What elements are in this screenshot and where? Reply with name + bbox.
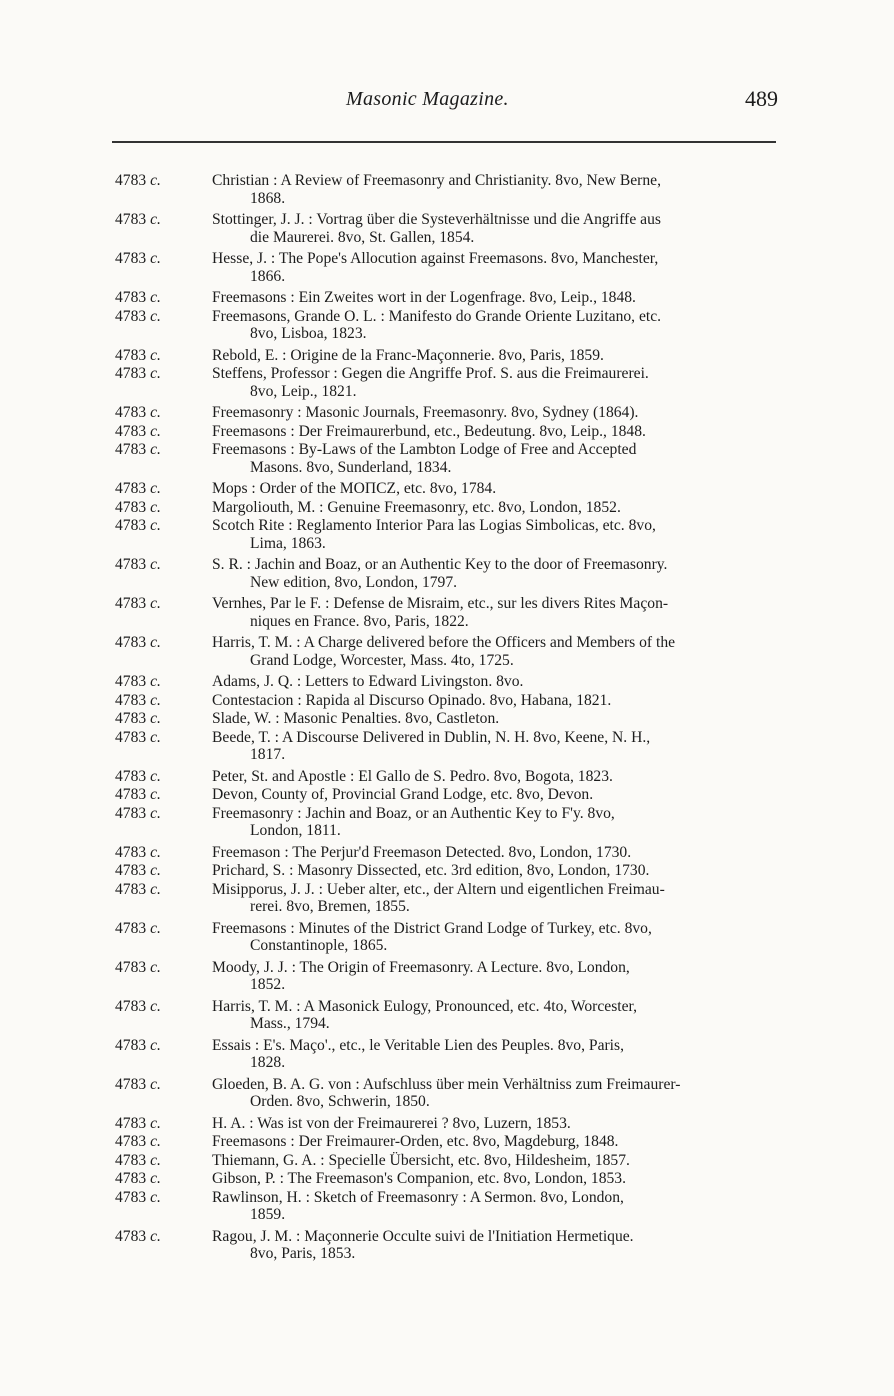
entry-number-value: 4783 <box>115 404 147 421</box>
entry-number-suffix: c. <box>150 346 161 364</box>
entry-number <box>115 1152 161 1170</box>
header-rule <box>112 141 776 143</box>
entry-number <box>115 1170 161 1188</box>
entry-line-1: Freemasons : Der Freimaurerbund, etc., Bedeutung. 8vo, Leip., 1848. <box>212 422 646 440</box>
entry-line-1: Harris, T. M. : A Masonick Eulogy, Pronounced, etc. 4to, Worcester, <box>212 997 637 1015</box>
entry-line-2: Masons. 8vo, Sunderland, 1834. <box>250 458 452 476</box>
entry-number <box>115 786 161 804</box>
entry-number-value: 4783 <box>115 172 147 189</box>
entry-line-2: 8vo, Leip., 1821. <box>250 382 357 400</box>
entry-text <box>212 862 778 880</box>
entry-number-suffix: c. <box>150 595 161 612</box>
list-item <box>0 959 894 994</box>
list-item <box>0 844 894 862</box>
list-item <box>0 211 894 246</box>
entry-text <box>212 673 778 691</box>
entry-text <box>212 517 778 552</box>
entry-number-suffix: c. <box>150 211 161 228</box>
entry-number-suffix: c. <box>150 172 161 189</box>
entry-number-value: 4783 <box>115 1036 147 1054</box>
entry-number-suffix: c. <box>150 843 161 861</box>
entry-line-1: Slade, W. : Masonic Penalties. 8vo, Castleton. <box>212 710 500 727</box>
entry-number-value: 4783 <box>115 595 147 612</box>
entry-number <box>115 805 161 823</box>
entry-number <box>115 308 161 326</box>
entry-number <box>115 172 161 190</box>
entry-number <box>115 1228 161 1246</box>
entry-line-1: Essais : E's. Maço'., etc., le Veritable Lien des Peuples. 8vo, Paris, <box>212 1036 624 1054</box>
entry-text <box>212 404 778 422</box>
entry-line-2: Orden. 8vo, Schwerin, 1850. <box>250 1093 430 1110</box>
list-item <box>0 729 894 764</box>
entry-text <box>212 289 778 307</box>
entry-line-2: niques en France. 8vo, Paris, 1822. <box>250 612 469 630</box>
entry-line-1: Steffens, Professor : Gegen die Angriffe Prof. S. aus die Freimaurerei. <box>212 365 649 382</box>
list-item <box>0 805 894 840</box>
list-item <box>0 881 894 916</box>
entry-line-1: Rawlinson, H. : Sketch of Freemasonry : A Sermon. 8vo, London, <box>212 1188 624 1206</box>
entry-number-value: 4783 <box>115 880 147 898</box>
entry-number-value: 4783 <box>115 1170 147 1187</box>
entry-line-1: Gibson, P. : The Freemason's Companion, etc. 8vo, London, 1853. <box>212 1170 626 1187</box>
entry-number-suffix: c. <box>150 404 161 421</box>
entry-line-1: Scotch Rite : Reglamento Interior Para las Logias Simbolicas, etc. 8vo, <box>212 517 656 534</box>
entry-text <box>212 480 778 498</box>
entry-number-value: 4783 <box>115 691 147 709</box>
list-item <box>0 710 894 728</box>
entry-number <box>115 404 161 422</box>
entry-number <box>115 844 161 862</box>
entry-line-1: Peter, St. and Apostle : El Gallo de S. Pedro. 8vo, Bogota, 1823. <box>212 767 613 785</box>
entry-text <box>212 729 778 764</box>
entry-number-value: 4783 <box>115 997 147 1015</box>
entry-number <box>115 211 161 229</box>
entry-line-2: 1859. <box>250 1206 286 1223</box>
entry-text <box>212 998 778 1033</box>
entry-text <box>212 211 778 246</box>
entry-number-suffix: c. <box>150 673 161 690</box>
entry-number-value: 4783 <box>115 786 147 803</box>
entry-line-2: 1852. <box>250 976 286 993</box>
entry-number-value: 4783 <box>115 1114 147 1132</box>
entry-line-1: Freemasons : Ein Zweites wort in der Logenfrage. 8vo, Leip., 1848. <box>212 289 636 306</box>
list-item <box>0 404 894 422</box>
entry-number-suffix: c. <box>150 1151 161 1169</box>
entry-line-2: London, 1811. <box>250 822 341 839</box>
entry-number <box>115 423 161 441</box>
entry-number-suffix: c. <box>150 1075 161 1093</box>
entry-text <box>212 959 778 994</box>
entry-number-value: 4783 <box>115 1227 147 1245</box>
entry-number <box>115 517 161 535</box>
list-item <box>0 1189 894 1224</box>
entry-line-1: Moody, J. J. : The Origin of Freemasonry. A Lecture. 8vo, London, <box>212 958 630 976</box>
list-item <box>0 347 894 365</box>
entry-number <box>115 729 161 747</box>
list-item <box>0 1076 894 1111</box>
entry-number-value: 4783 <box>115 250 147 267</box>
entry-number-suffix: c. <box>150 441 161 458</box>
list-item <box>0 1133 894 1151</box>
entry-number-value: 4783 <box>115 289 147 306</box>
entry-number <box>115 1115 161 1133</box>
entry-number-value: 4783 <box>115 710 147 727</box>
entry-line-1: Vernhes, Par le F. : Defense de Misraim, etc., sur les divers Rites Maçon- <box>212 595 669 612</box>
list-item <box>0 308 894 343</box>
entry-number <box>115 1189 161 1207</box>
entry-line-1: Rebold, E. : Origine de la Franc-Maçonnerie. 8vo, Paris, 1859. <box>212 346 604 364</box>
entry-number <box>115 673 161 691</box>
entry-number <box>115 499 161 517</box>
entry-number <box>115 710 161 728</box>
entry-number-suffix: c. <box>150 422 161 440</box>
entry-number-suffix: c. <box>150 1114 161 1132</box>
entry-number <box>115 959 161 977</box>
entry-line-2: 1817. <box>250 746 286 763</box>
entry-text <box>212 1115 778 1133</box>
list-item <box>0 517 894 552</box>
entry-text <box>212 1076 778 1111</box>
entry-text <box>212 595 778 630</box>
entry-line-2: Grand Lodge, Worcester, Mass. 4to, 1725. <box>250 651 514 669</box>
entry-line-1: Freemasons : By-Laws of the Lambton Lodge of Free and Accepted <box>212 441 637 458</box>
list-item <box>0 250 894 285</box>
entry-line-1: Mops : Order of the ΜΟΠCZ, etc. 8vo, 1784. <box>212 480 497 497</box>
entry-line-1: Prichard, S. : Masonry Dissected, etc. 3rd edition, 8vo, London, 1730. <box>212 862 650 879</box>
entry-text <box>212 881 778 916</box>
entry-number-suffix: c. <box>150 880 161 898</box>
entry-line-1: Stottinger, J. J. : Vortrag über die Systeverhältnisse und die Angriffe aus <box>212 211 661 228</box>
entry-number-value: 4783 <box>115 958 147 976</box>
list-item <box>0 634 894 669</box>
entry-number-suffix: c. <box>150 1170 161 1187</box>
entry-text <box>212 692 778 710</box>
entry-number-value: 4783 <box>115 365 147 382</box>
entry-line-2: 1828. <box>250 1054 286 1071</box>
entry-line-2: 1868. <box>250 189 286 207</box>
entry-number-value: 4783 <box>115 767 147 785</box>
catalogue-entries <box>0 172 894 1267</box>
entry-number-value: 4783 <box>115 480 147 497</box>
entry-text <box>212 250 778 285</box>
entry-number-value: 4783 <box>115 1188 147 1206</box>
entry-line-1: Beede, T. : A Discourse Delivered in Dublin, N. H. 8vo, Keene, N. H., <box>212 728 651 746</box>
entry-text <box>212 1228 778 1263</box>
entry-number-suffix: c. <box>150 556 161 573</box>
entry-number-value: 4783 <box>115 1075 147 1093</box>
entry-line-1: Gloeden, B. A. G. von : Aufschluss über mein Verhältniss zum Freimaurer- <box>212 1075 681 1093</box>
list-item <box>0 423 894 441</box>
entry-number-value: 4783 <box>115 1151 147 1169</box>
entry-number-value: 4783 <box>115 441 147 458</box>
entry-number <box>115 250 161 268</box>
entry-number-value: 4783 <box>115 346 147 364</box>
entry-line-2: 8vo, Paris, 1853. <box>250 1245 356 1262</box>
entry-number-suffix: c. <box>150 710 161 727</box>
entry-number <box>115 881 161 899</box>
entry-text <box>212 1170 778 1188</box>
list-item <box>0 1228 894 1263</box>
entry-number <box>115 289 161 307</box>
entry-number <box>115 1076 161 1094</box>
entry-number <box>115 347 161 365</box>
entry-line-1: Margoliouth, M. : Genuine Freemasonry, etc. 8vo, London, 1852. <box>212 498 621 516</box>
entry-number-suffix: c. <box>150 1227 161 1245</box>
entry-number <box>115 1133 161 1151</box>
entry-line-2: Mass., 1794. <box>250 1015 330 1032</box>
entry-line-1: Freemasons : Der Freimaurer-Orden, etc. 8vo, Magdeburg, 1848. <box>212 1133 619 1150</box>
entry-text <box>212 634 778 669</box>
entry-number-suffix: c. <box>150 997 161 1015</box>
entry-number-value: 4783 <box>115 211 147 228</box>
entry-number-value: 4783 <box>115 556 147 573</box>
entry-line-2: Constantinople, 1865. <box>250 937 388 954</box>
entry-line-1: Harris, T. M. : A Charge delivered before the Officers and Members of the <box>212 634 676 651</box>
entry-line-2: New edition, 8vo, London, 1797. <box>250 573 458 591</box>
entry-number <box>115 480 161 498</box>
entry-number <box>115 998 161 1016</box>
list-item <box>0 1152 894 1170</box>
entry-line-1: Misipporus, J. J. : Ueber alter, etc., der Altern und eigentlichen Freimau- <box>212 880 665 898</box>
entry-text <box>212 1152 778 1170</box>
entry-line-2: die Maurerei. 8vo, St. Gallen, 1854. <box>250 228 475 246</box>
list-item <box>0 768 894 786</box>
entry-text <box>212 441 778 476</box>
entry-text <box>212 768 778 786</box>
page-number: 489 <box>745 86 778 111</box>
entry-text <box>212 920 778 955</box>
entry-number-value: 4783 <box>115 728 147 746</box>
entry-number <box>115 595 161 613</box>
entry-number-value: 4783 <box>115 673 147 690</box>
entry-text <box>212 365 778 400</box>
entry-number-suffix: c. <box>150 919 161 937</box>
entry-line-2: 8vo, Lisboa, 1823. <box>250 325 367 342</box>
running-title: Masonic Magazine. <box>346 88 509 110</box>
entry-number-suffix: c. <box>150 804 161 822</box>
entry-number-suffix: c. <box>150 480 161 497</box>
list-item <box>0 998 894 1033</box>
entry-number-suffix: c. <box>150 958 161 976</box>
entry-line-1: Christian : A Review of Freemasonry and Christianity. 8vo, New Berne, <box>212 172 661 189</box>
entry-number-value: 4783 <box>115 843 147 861</box>
entry-number-value: 4783 <box>115 307 147 325</box>
entry-number-suffix: c. <box>150 728 161 746</box>
entry-number-suffix: c. <box>150 634 161 651</box>
entry-line-1: Devon, County of, Provincial Grand Lodge, etc. 8vo, Devon. <box>212 786 594 803</box>
list-item <box>0 1115 894 1133</box>
entry-line-1: H. A. : Was ist von der Freimaurerei ? 8vo, Luzern, 1853. <box>212 1114 571 1132</box>
entry-line-1: Adams, J. Q. : Letters to Edward Livingston. 8vo. <box>212 673 524 690</box>
list-item <box>0 365 894 400</box>
list-item <box>0 289 894 307</box>
list-item <box>0 786 894 804</box>
entry-number-value: 4783 <box>115 1133 147 1150</box>
list-item <box>0 673 894 691</box>
entry-text <box>212 786 778 804</box>
entry-text <box>212 556 778 591</box>
entry-number-suffix: c. <box>150 786 161 803</box>
entry-number-suffix: c. <box>150 289 161 306</box>
entry-text <box>212 844 778 862</box>
entry-number-suffix: c. <box>150 517 161 534</box>
entry-line-2: rerei. 8vo, Bremen, 1855. <box>250 898 410 915</box>
page-header <box>0 86 894 116</box>
entry-number-suffix: c. <box>150 1133 161 1150</box>
list-item <box>0 595 894 630</box>
list-item <box>0 862 894 880</box>
entry-line-1: S. R. : Jachin and Boaz, or an Authentic Key to the door of Freemasonry. <box>212 556 668 573</box>
list-item <box>0 499 894 517</box>
entry-number-suffix: c. <box>150 365 161 382</box>
entry-text <box>212 172 778 207</box>
list-item <box>0 692 894 710</box>
entry-text <box>212 499 778 517</box>
entry-number-value: 4783 <box>115 498 147 516</box>
entry-line-1: Hesse, J. : The Pope's Allocution against Freemasons. 8vo, Manchester, <box>212 250 659 267</box>
entry-line-1: Freemasonry : Jachin and Boaz, or an Authentic Key to F'y. 8vo, <box>212 804 615 822</box>
entry-text <box>212 805 778 840</box>
list-item <box>0 556 894 591</box>
entry-number-value: 4783 <box>115 919 147 937</box>
entry-line-1: Ragou, J. M. : Maçonnerie Occulte suivi de l'Initiation Hermetique. <box>212 1227 634 1245</box>
entry-number-value: 4783 <box>115 804 147 822</box>
entry-number <box>115 920 161 938</box>
entry-number-suffix: c. <box>150 767 161 785</box>
entry-line-1: Freemason : The Perjur'd Freemason Detected. 8vo, London, 1730. <box>212 843 632 861</box>
list-item <box>0 920 894 955</box>
entry-text <box>212 347 778 365</box>
entry-number <box>115 556 161 574</box>
entry-number <box>115 634 161 652</box>
entry-number <box>115 692 161 710</box>
entry-number-suffix: c. <box>150 1188 161 1206</box>
entry-number-value: 4783 <box>115 862 147 879</box>
entry-text <box>212 1189 778 1224</box>
entry-number-value: 4783 <box>115 422 147 440</box>
entry-number-suffix: c. <box>150 250 161 267</box>
entry-text <box>212 710 778 728</box>
entry-number-suffix: c. <box>150 691 161 709</box>
list-item <box>0 1037 894 1072</box>
entry-number-suffix: c. <box>150 862 161 879</box>
entry-number <box>115 768 161 786</box>
entry-line-1: Contestacion : Rapida al Discurso Opinado. 8vo, Habana, 1821. <box>212 691 612 709</box>
list-item <box>0 441 894 476</box>
list-item <box>0 172 894 207</box>
entry-line-1: Freemasons : Minutes of the District Grand Lodge of Turkey, etc. 8vo, <box>212 919 652 937</box>
entry-text <box>212 423 778 441</box>
list-item <box>0 480 894 498</box>
entry-number-suffix: c. <box>150 307 161 325</box>
entry-text <box>212 1037 778 1072</box>
entry-line-1: Freemasonry : Masonic Journals, Freemasonry. 8vo, Sydney (1864). <box>212 404 639 421</box>
entry-line-2: 1866. <box>250 267 286 285</box>
list-item <box>0 1170 894 1188</box>
entry-line-1: Freemasons, Grande O. L. : Manifesto do Grande Oriente Luzitano, etc. <box>212 307 662 325</box>
entry-number-suffix: c. <box>150 498 161 516</box>
entry-number <box>115 1037 161 1055</box>
entry-number <box>115 862 161 880</box>
entry-text <box>212 308 778 343</box>
entry-line-1: Thiemann, G. A. : Specielle Übersicht, etc. 8vo, Hildesheim, 1857. <box>212 1151 630 1169</box>
entry-line-2: Lima, 1863. <box>250 534 326 552</box>
entry-number-value: 4783 <box>115 517 147 534</box>
entry-number <box>115 365 161 383</box>
entry-number-value: 4783 <box>115 634 147 651</box>
entry-number-suffix: c. <box>150 1036 161 1054</box>
entry-number <box>115 441 161 459</box>
entry-text <box>212 1133 778 1151</box>
